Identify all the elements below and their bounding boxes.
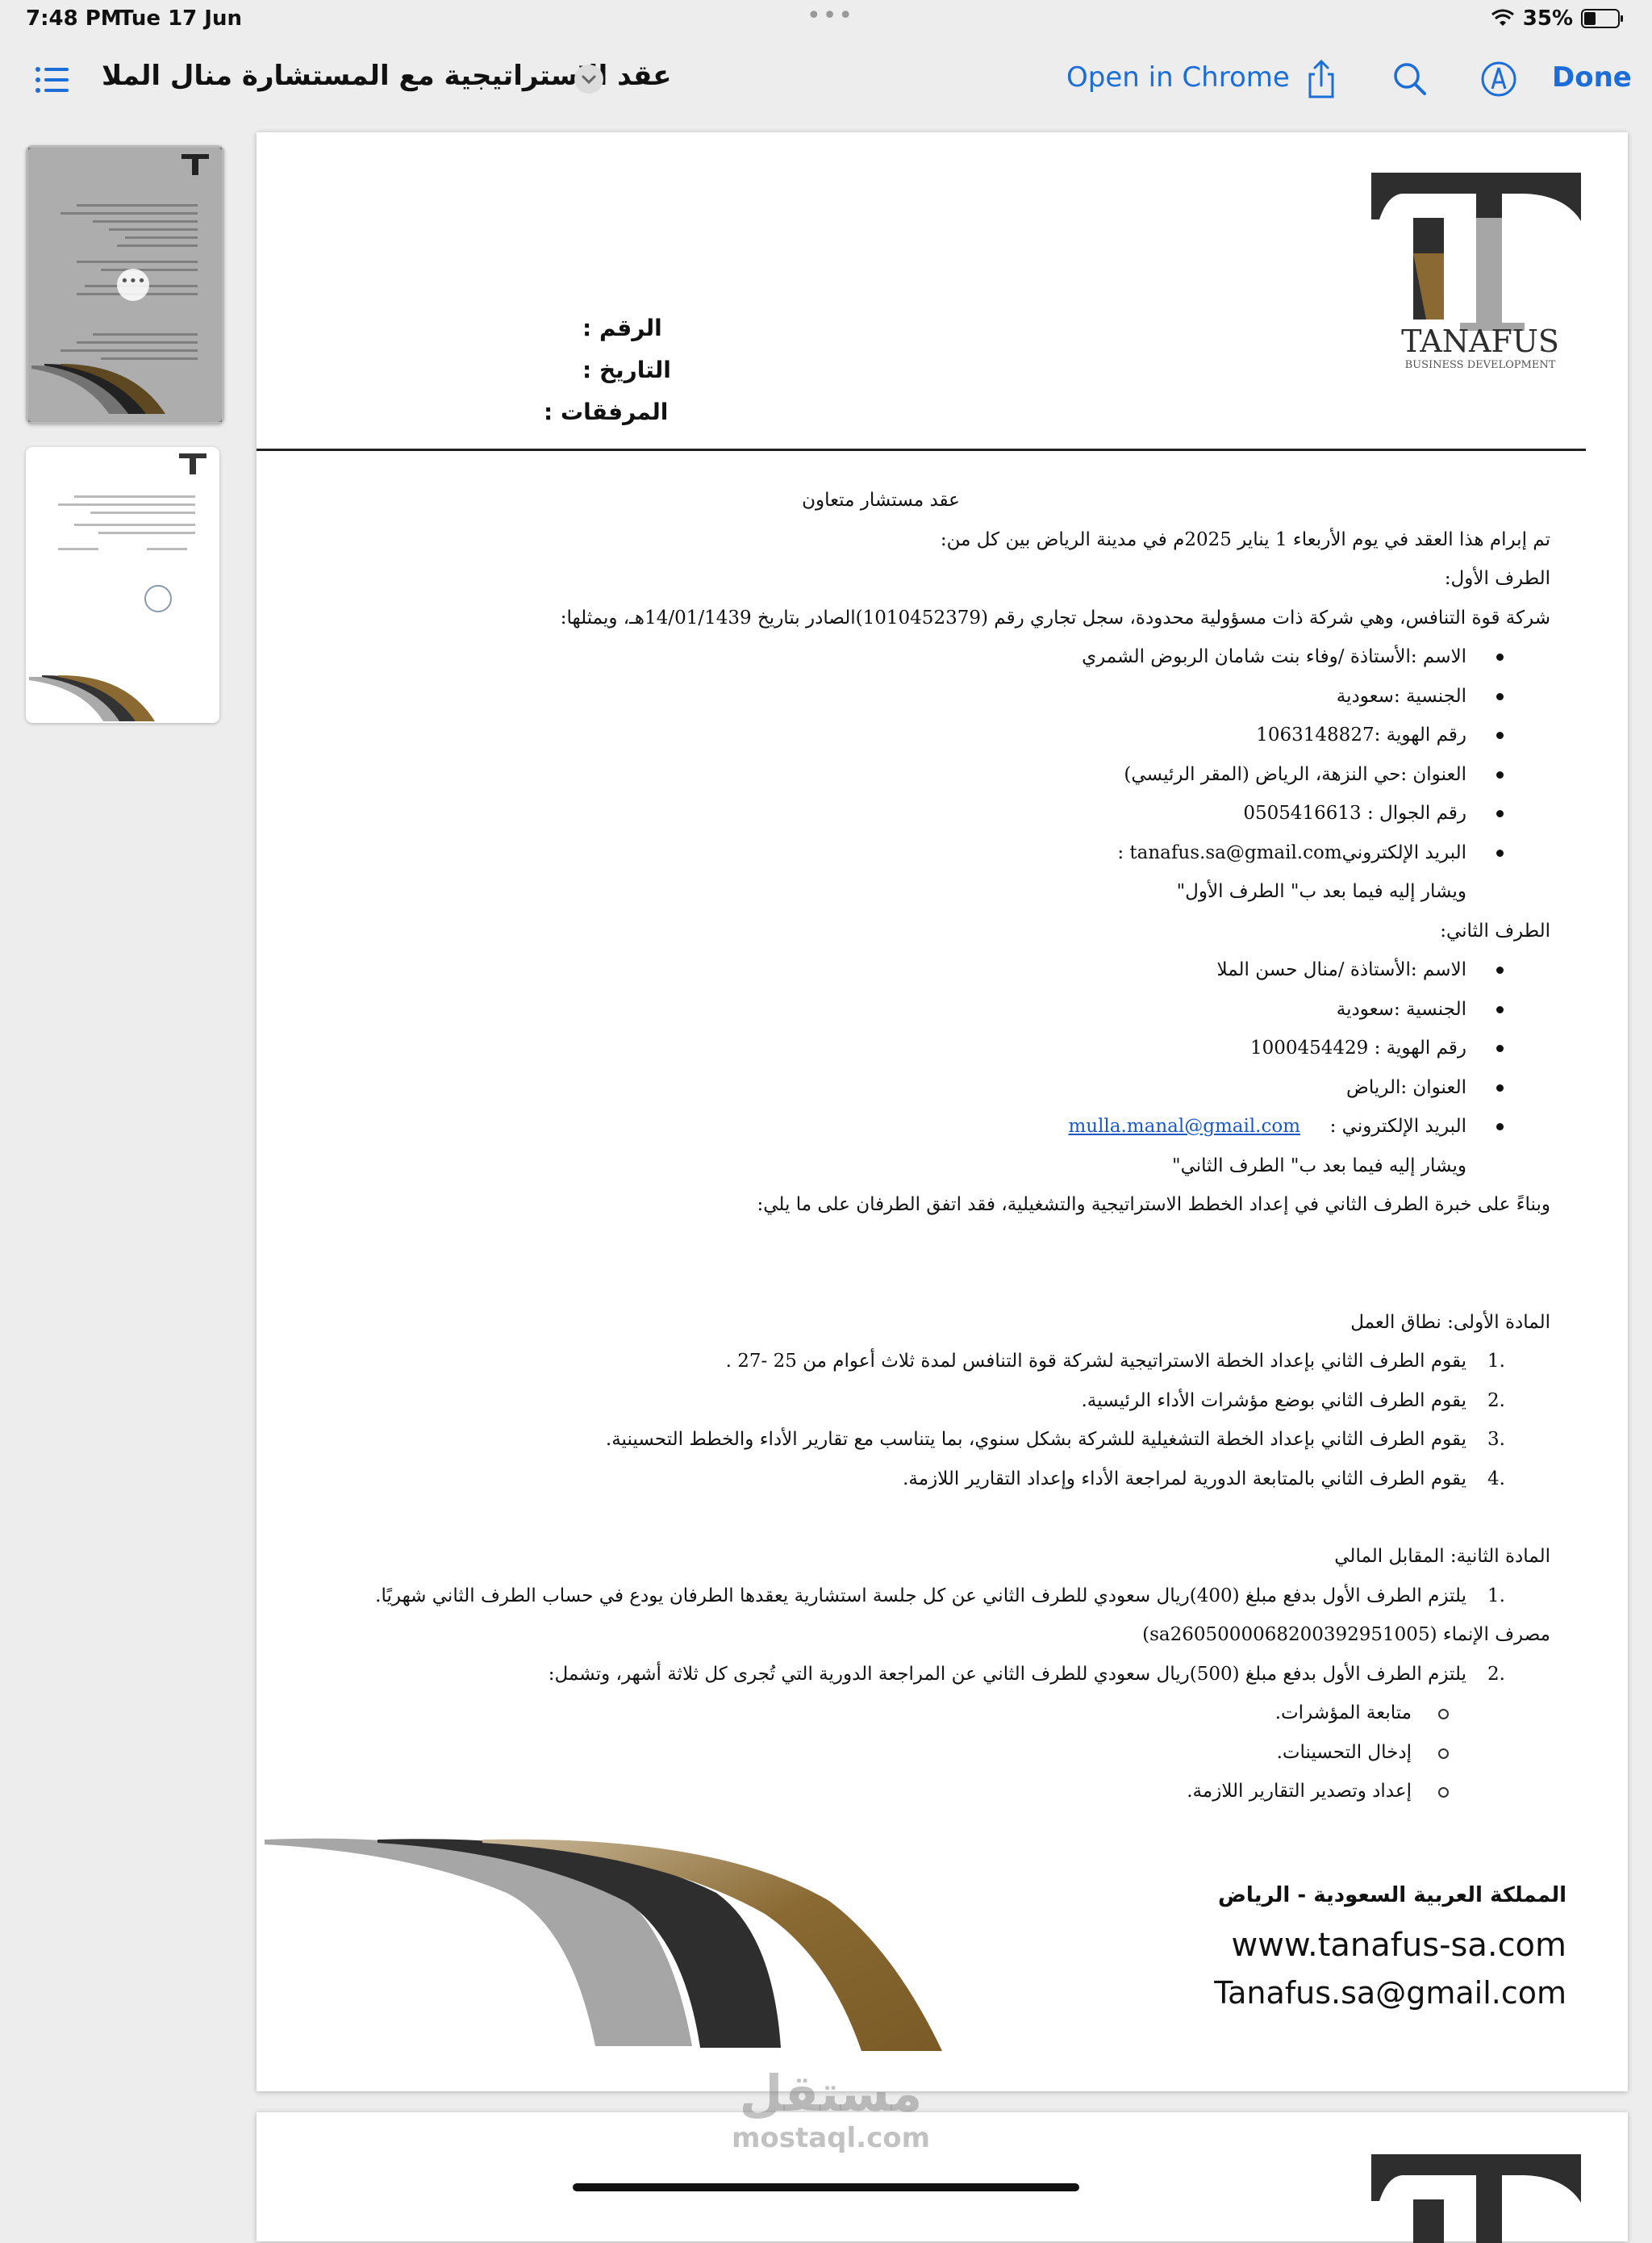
party1-id: رقم الهوية :1063148827	[357, 716, 1550, 755]
share-icon[interactable]	[1299, 56, 1344, 102]
party2-name: الاسم :الأستاذة /منال حسن الملا	[357, 950, 1550, 990]
article2-heading: المادة الثانية: المقابل المالي	[1334, 1546, 1550, 1567]
date-field-label: التاريخ :	[582, 357, 671, 383]
contract-body	[357, 481, 1550, 1811]
item-text: يلتزم الطرف الأول بدفع مبلغ (400)ريال سعودي للطرف الثاني عن كل جلسة استشارية يعقدها الطرفان يودع في حساب الطرف الثاني شهريًا.	[375, 1585, 1466, 1606]
party1-email: البريد الإلكترونيtanafus.sa@gmail.com :	[357, 833, 1550, 873]
footer-website: www.tanafus-sa.com	[1231, 1927, 1566, 1964]
page-thumbnail-2[interactable]	[26, 447, 219, 723]
footer-email: Tanafus.sa@gmail.com	[1214, 1975, 1566, 2011]
party2-email-row	[357, 1107, 1550, 1147]
status-date: Tue 17 Jun	[119, 6, 243, 31]
article2-subitem: متابعة المؤشرات.	[357, 1694, 1550, 1733]
page-thumbnail-1[interactable]	[26, 145, 224, 424]
item-text: يقوم الطرف الثاني بالمتابعة الدورية لمراجعة الأداء وإعداد التقارير اللازمة.	[903, 1468, 1466, 1489]
contract-title: عقد مستشار متعاون	[802, 490, 960, 511]
logo-tagline-text: BUSINESS DEVELOPMENT	[1404, 359, 1556, 371]
contract-intro: تم إبرام هذا العقد في يوم الأربعاء 1 يناير 2025م في مدينة الرياض بين كل من:	[940, 528, 1550, 550]
watermark-latin: mostaql.com	[731, 2122, 931, 2154]
toolbar	[0, 48, 1652, 113]
status-time: 7:48 PM	[26, 6, 122, 31]
status-right	[1491, 6, 1620, 31]
article1-item	[357, 1420, 1550, 1460]
done-button[interactable]: Done	[1552, 61, 1632, 94]
party1-nationality: الجنسية :سعودية	[357, 677, 1550, 716]
article2-subitem: إعداد وتصدير التقارير اللازمة.	[357, 1772, 1550, 1811]
party2-id: رقم الهوية : 1000454429	[357, 1029, 1550, 1068]
preamble: وبناءً على خبرة الطرف الثاني في إعداد الخطط الاستراتيجية والتشغيلية، فقد اتفق الطرفان على ما يلي:	[757, 1194, 1550, 1215]
more-icon[interactable]: •••	[117, 269, 149, 301]
item-number: 1.	[1487, 1585, 1505, 1606]
thumbnail-preview-2	[26, 447, 219, 723]
document-title[interactable]: عقد الاستراتيجية مع المستشارة منال الملا	[102, 60, 672, 92]
spacer	[357, 1225, 1550, 1303]
article1-item	[357, 1342, 1550, 1381]
article1-item	[357, 1460, 1550, 1499]
party1-company: شركة قوة التنافس، وهي شركة ذات مسؤولية محدودة، سجل تجاري رقم (1010452379)الصادر بتاريخ 14/01/1439هـ، ويمثلها:	[560, 607, 1550, 629]
party2-reference: ويشار إليه فيما بعد ب" الطرف الثاني"	[1171, 1155, 1466, 1176]
party2-heading: الطرف الثاني:	[1440, 920, 1550, 942]
footer-country: المملكة العربية السعودية - الرياض	[1217, 1883, 1566, 1907]
article2-item-2	[357, 1655, 1550, 1694]
item-number: 2.	[1487, 1389, 1505, 1411]
item-number: 1.	[1487, 1351, 1505, 1372]
status-bar	[0, 0, 1652, 39]
home-indicator[interactable]	[573, 2183, 1079, 2191]
number-field-label: الرقم :	[582, 315, 662, 341]
document-page-2	[257, 2112, 1628, 2241]
tanafus-logo	[1363, 2146, 1597, 2243]
item-number: 4.	[1487, 1468, 1505, 1489]
article2-subitem: إدخال التحسينات.	[357, 1733, 1550, 1773]
article2-item-1	[357, 1577, 1550, 1616]
markup-icon[interactable]	[1476, 56, 1521, 102]
header-divider	[257, 449, 1586, 451]
party2-email-label: البريد الإلكتروني :	[1324, 1116, 1466, 1137]
party1-name: الاسم :الأستاذة /وفاء بنت شامان الربوض الشمري	[357, 637, 1550, 677]
item-text: يلتزم الطرف الأول بدفع مبلغ (500)ريال سعودي للطرف الثاني عن المراجعة الدورية التي تُجرى كل ثلاثة أشهر، وتشمل:	[548, 1663, 1466, 1685]
logo-brand-text: TANAFUS	[1401, 324, 1559, 359]
item-text: يقوم الطرف الثاني بإعداد الخطة الاستراتيجية لشركة قوة التنافس لمدة ثلاث أعوام من 25 -27 .	[725, 1351, 1466, 1372]
multitasking-dots-icon[interactable]: •••	[807, 2, 855, 30]
party2-address: العنوان :الرياض	[357, 1068, 1550, 1108]
mostaql-watermark	[726, 2065, 936, 2162]
item-number: 3.	[1487, 1429, 1505, 1450]
article1-item	[357, 1381, 1550, 1421]
chevron-down-icon[interactable]	[574, 65, 603, 94]
party1-heading: الطرف الأول:	[1444, 568, 1550, 589]
document-page-1	[257, 132, 1628, 2091]
battery-icon	[1581, 9, 1620, 28]
wifi-icon	[1491, 10, 1515, 27]
party1-address: العنوان :حي النزهة، الرياض (المقر الرئيسي)	[357, 755, 1550, 795]
search-icon[interactable]	[1387, 56, 1433, 102]
bank-account: مصرف الإنماء (sa2605000068200392951005)	[1142, 1624, 1550, 1645]
list-icon[interactable]	[32, 60, 73, 100]
item-text: يقوم الطرف الثاني بإعداد الخطة التشغيلية للشركة بشكل سنوي، بما يتناسب مع تقارير الأداء والخطط التحسينية.	[605, 1429, 1466, 1450]
item-number: 2.	[1487, 1663, 1505, 1685]
battery-level	[1584, 12, 1596, 25]
watermark-arabic: مستقل	[739, 2064, 923, 2123]
party2-nationality: الجنسية :سعودية	[357, 990, 1550, 1030]
party1-reference: ويشار إليه فيما بعد ب" الطرف الأول"	[1176, 881, 1466, 902]
footer-swoosh-graphic	[265, 1836, 974, 2054]
open-in-chrome-button[interactable]: Open in Chrome	[1066, 61, 1290, 94]
battery-percent: 35%	[1522, 6, 1573, 31]
tanafus-logo	[1363, 165, 1597, 371]
party2-email-link[interactable]: mulla.manal@gmail.com	[1068, 1116, 1301, 1137]
spacer	[357, 1498, 1550, 1537]
article1-heading: المادة الأولى: نطاق العمل	[1350, 1311, 1550, 1333]
party1-mobile: رقم الجوال : 0505416613	[357, 794, 1550, 833]
attachments-field-label: المرفقات :	[544, 399, 669, 425]
item-text: يقوم الطرف الثاني بوضع مؤشرات الأداء الرئيسية.	[1081, 1389, 1466, 1411]
